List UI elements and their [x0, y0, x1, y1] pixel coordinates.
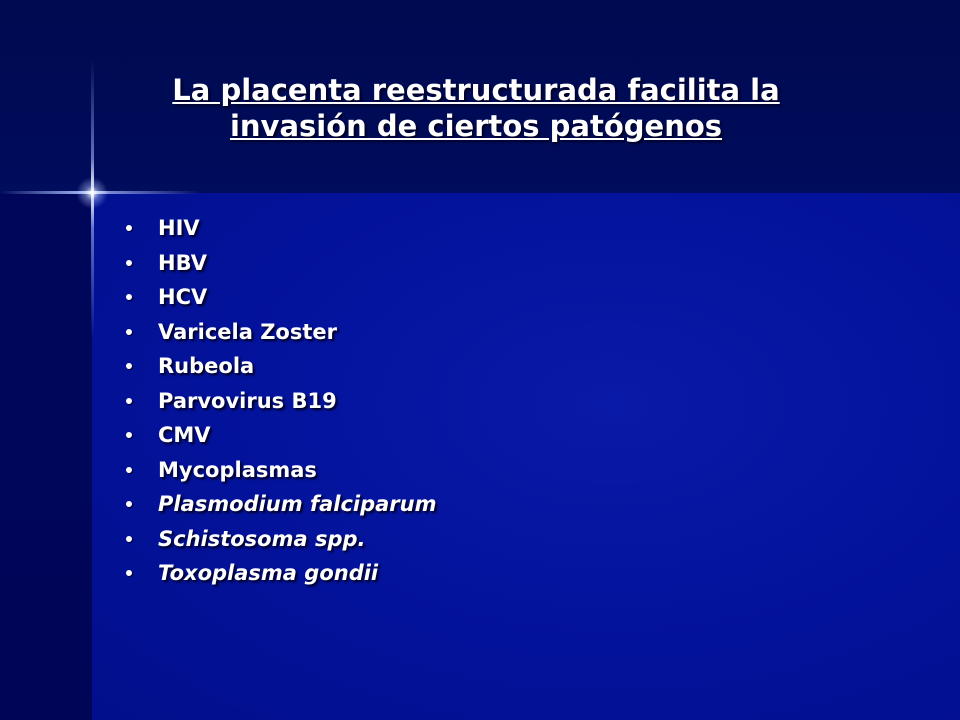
list-item-text: Schistosoma spp. — [158, 526, 366, 551]
list-item-text: CMV — [158, 423, 211, 447]
bullet-dot-icon — [126, 398, 132, 404]
list-item — [122, 246, 437, 281]
list-item-text: HCV — [158, 285, 208, 309]
list-item-text: Parvovirus B19 — [158, 388, 337, 413]
list-item-text: Mycoplasmas — [158, 457, 317, 482]
list-item — [122, 487, 437, 522]
bullet-dot-icon — [126, 294, 132, 300]
list-item-text: Rubeola — [158, 354, 255, 378]
list-item-text: Varicela Zoster — [158, 319, 337, 344]
bullet-dot-icon — [126, 432, 132, 438]
bullet-dot-icon — [126, 501, 132, 507]
list-item — [122, 384, 437, 419]
list-item-text: HBV — [158, 250, 207, 275]
pathogen-list — [122, 211, 437, 591]
list-item-text: Plasmodium falciparum — [158, 492, 437, 516]
list-item — [122, 280, 437, 315]
left-band-background — [0, 193, 92, 720]
slide-title — [96, 72, 856, 144]
list-item — [122, 349, 437, 384]
slide-title-line-1: La placenta reestructurada facilita la — [172, 73, 780, 107]
list-item — [122, 418, 437, 453]
bullet-dot-icon — [126, 329, 132, 335]
list-item — [122, 453, 437, 488]
bullet-dot-icon — [126, 260, 132, 266]
list-item — [122, 211, 437, 246]
bullet-dot-icon — [126, 225, 132, 231]
bullet-dot-icon — [126, 467, 132, 473]
slide-title-line-2: invasión de ciertos patógenos — [229, 109, 723, 143]
list-item-text: Toxoplasma gondii — [158, 561, 379, 585]
list-item — [122, 315, 437, 350]
list-item — [122, 556, 437, 591]
bullet-dot-icon — [126, 363, 132, 369]
sparkle-star-icon — [76, 177, 108, 209]
list-item — [122, 522, 437, 557]
bullet-dot-icon — [126, 536, 132, 542]
list-item-text: HIV — [158, 216, 200, 240]
bullet-dot-icon — [126, 570, 132, 576]
